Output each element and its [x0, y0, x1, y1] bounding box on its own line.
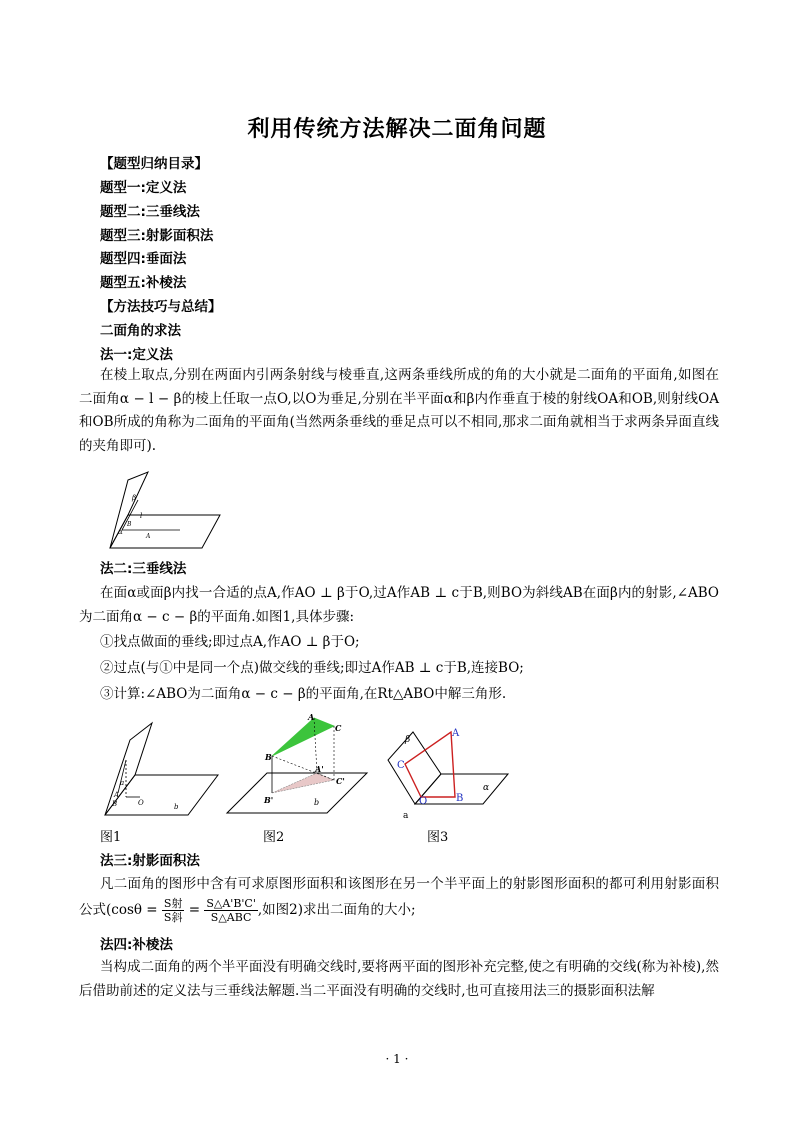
- figure-1: [100, 715, 230, 820]
- fig3-label-C: C: [397, 760, 405, 771]
- method3-text-after: ,如图2)求出二面角的大小;: [257, 902, 416, 918]
- method4-title: 法四:补棱法: [100, 937, 173, 953]
- fig2-label-b: b: [314, 798, 320, 807]
- fig1-label-O: O: [138, 799, 144, 807]
- fig2-label-B-prime: B': [264, 795, 274, 805]
- fig3-label-beta: β: [405, 735, 411, 745]
- fig0-label-l: l: [140, 512, 143, 520]
- fig3-label-a: a: [403, 811, 409, 820]
- fig0-label-a: A: [146, 533, 151, 540]
- page-title: 利用传统方法解决二面角问题: [247, 117, 547, 142]
- method2-step-2: ②过点(与①中是同一个点)做交线的垂线;即过A作AB ⊥ c于B,连接BO;: [100, 660, 524, 676]
- section-title: 二面角的求法: [100, 323, 181, 339]
- method1-text: 在棱上取点,分别在两面内引两条射线与棱垂直,这两条垂线所成的角的大小就是二面角的平面角,如图在二面角α − l − β的棱上任取一点O,以O为垂足,分别在半平面α和β内作垂直于棱的射线OA和OB,则射线OA和OB所成的角称为二面角的平面角(当然两条垂线的垂足点可以不相同,那求二面角就相当于求两条异面直线的夹角即可).: [79, 367, 719, 454]
- toc-item-2: 题型二:三垂线法: [100, 204, 200, 220]
- page-number: · 1 ·: [385, 1052, 409, 1066]
- figure-caption-1: 图1: [100, 830, 122, 845]
- method2-title: 法二:三垂线法: [100, 561, 187, 577]
- fig2-label-A: A: [308, 712, 315, 722]
- fig2-label-B: B: [265, 752, 272, 762]
- figure-3: [383, 722, 513, 820]
- toc-item-5: 题型五:补棱法: [100, 275, 187, 291]
- toc-item-3: 题型三:射影面积法: [100, 228, 214, 244]
- fig3-label-B: B: [456, 793, 464, 804]
- equals-sign: =: [184, 902, 205, 918]
- figure-definition: [100, 470, 230, 552]
- fig2-label-C: C: [335, 723, 342, 733]
- figure-2: [222, 708, 372, 818]
- fig1-label-a: a: [120, 779, 125, 787]
- method2-step-3: ③计算:∠ABO为二面角α − c − β的平面角,在Rt△ABO中解三角形.: [100, 686, 507, 702]
- fig0-label-beta: β: [132, 494, 137, 502]
- fig3-label-alpha: α: [483, 783, 490, 793]
- fig3-label-A: A: [452, 728, 460, 739]
- fig2-label-C-prime: C': [336, 776, 345, 786]
- fig1-label-b: b: [174, 803, 179, 811]
- triangle-projection: [272, 773, 334, 793]
- method4-text: 当构成二面角的两个半平面没有明确交线时,要将两平面的图形补充完整,使之有明确的交线(称为补棱),然后借助前述的定义法与三垂线法解题.当二平面没有明确的交线时,也可直接用法三的摄影面积法解: [79, 959, 719, 999]
- toc-item-4: 题型四:垂面法: [100, 251, 187, 267]
- method3-text-before: 凡二面角的图形中含有可求原图形面积和该图形在另一个半平面上的射影图形面积的都可利用射影面积公式(cosθ =: [79, 876, 719, 918]
- fig1-label-A: A: [114, 791, 120, 799]
- fraction-s-ratio: [162, 897, 185, 924]
- fraction-triangle-ratio: [204, 897, 258, 924]
- fig1-label-B: B: [112, 800, 118, 808]
- frac1-numerator: S射: [163, 897, 183, 910]
- frac2-denominator: S△ABC: [210, 911, 252, 924]
- toc-header: 【题型归纳目录】: [100, 156, 208, 172]
- method2-step-1: ①找点做面的垂线;即过点A,作AO ⊥ β于O;: [100, 634, 360, 650]
- frac2-numerator: S△A'B'C': [206, 897, 256, 910]
- fig0-label-b: B: [127, 521, 132, 528]
- method2-text: 在面α或面β内找一合适的点A,作AO ⊥ β于O,过A作AB ⊥ c于B,则BO为斜线AB在面β内的射影,∠ABO为二面角α − c − β的平面角.如图1,具体步骤:: [79, 585, 719, 625]
- frac1-denominator: S斜: [163, 911, 183, 924]
- method3-text: [79, 872, 719, 924]
- triangle-abc: [272, 718, 334, 756]
- summary-header: 【方法技巧与总结】: [100, 299, 222, 315]
- toc-item-1: 题型一:定义法: [100, 180, 187, 196]
- figure-caption-2: 图2: [263, 830, 285, 845]
- method3-title: 法三:射影面积法: [100, 853, 200, 869]
- fig2-label-A-prime: A': [315, 764, 324, 774]
- figure-caption-3: 图3: [427, 830, 449, 845]
- method1-title: 法一:定义法: [100, 347, 173, 363]
- fig0-label-alpha: α: [118, 528, 123, 536]
- fig3-label-O: O: [419, 796, 428, 807]
